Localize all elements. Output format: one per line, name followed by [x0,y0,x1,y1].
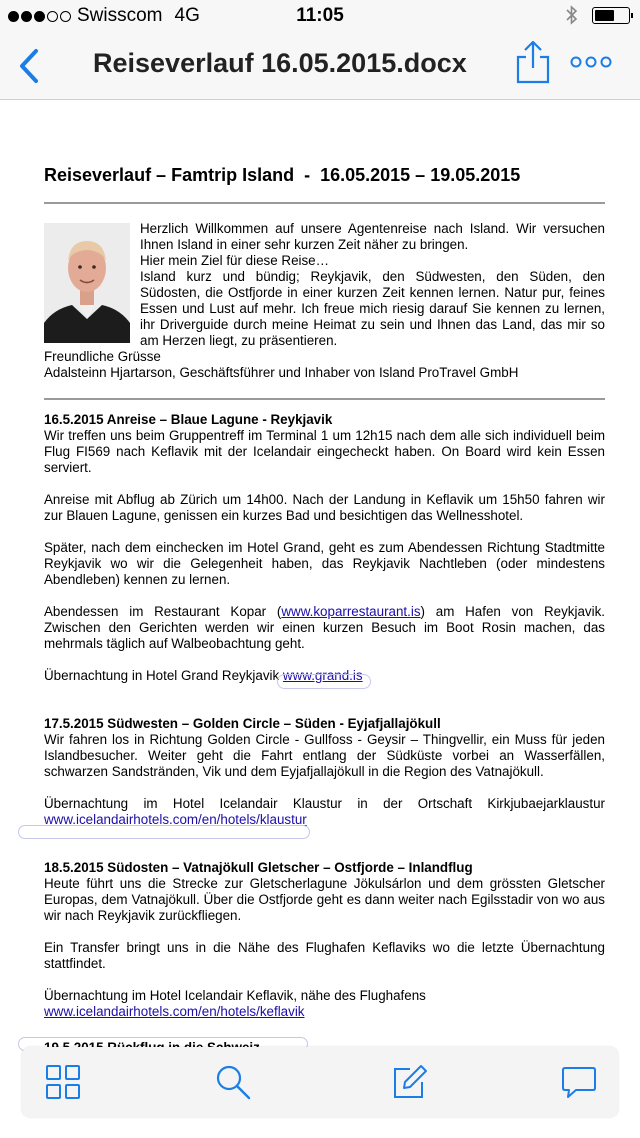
status-time: 11:05 [296,5,344,26]
day-heading: 16.5.2015 Anreise – Blaue Lagune - Reykjavik [44,412,333,427]
restaurant-link[interactable]: www.koparrestaurant.is [281,604,421,619]
text: ) am Hafen von Reykjavik. Zwischen den Gerichten werden wir einen kurzen Besuch im Boot Rosin machen, das mehrmals täglich auf Walbeobachtung geht. [44,604,605,651]
link-highlight [277,674,371,689]
text: Abendessen im Restaurant Kopar ( [44,604,282,619]
back-button[interactable] [14,48,46,84]
more-options-button[interactable] [570,52,612,72]
paragraph [44,812,605,828]
paragraph: Anreise mit Abflug ab Zürich um 14h00. Nach der Landung in Keflavik um 15h50 fahren wir zur Blauen Lagune, genissen ein kurzes Bad und besichtigen das Wellnesshotel. [44,492,605,523]
speech-bubble-icon [560,1063,598,1101]
paragraph [44,1004,605,1020]
navigation-bar [0,34,640,100]
document-heading: Reiseverlauf – Famtrip Island - 16.05.2015 – 19.05.2015 [44,165,521,185]
comment-button[interactable] [560,1063,598,1101]
greeting: Freundliche Grüsse [44,349,161,364]
carrier-name: Swisscom [77,5,163,26]
intro-paragraph-2: Hier mein Ziel für diese Reise… [140,253,330,268]
intro-paragraph-1: Herzlich Willkommen auf unsere Agentenreise nach Island. Wir versuchen Ihnen Island in einer sehr kurzen Zeit näher zu bringen. [140,221,605,252]
document-content[interactable] [44,164,605,1072]
divider [44,202,605,204]
grid-icon [44,1063,82,1101]
day-heading: 18.5.2015 Südosten – Vatnajökull Gletscher – Ostfjorde – Inlandflug [44,860,473,875]
network-type: 4G [174,5,200,26]
paragraph: Übernachtung im Hotel Icelandair Keflavik, nähe des Flughafens [44,988,426,1003]
compose-icon [390,1063,428,1101]
search-icon [214,1063,252,1101]
bottom-toolbar [22,1047,618,1117]
day-heading: 17.5.2015 Südwesten – Golden Circle – Süden - Eyjafjallajökull [44,716,441,731]
chevron-left-icon [14,48,46,84]
paragraph [44,604,605,652]
edit-button[interactable] [390,1063,428,1101]
paragraph: Übernachtung im Hotel Icelandair Klaustur in der Ortschaft Kirkjubaejarklaustur [44,796,605,811]
paragraph: Ein Transfer bringt uns in die Nähe des Flughafen Keflaviks wo die letzte Übernachtung stattfindet. [44,940,605,971]
text: Übernachtung in Hotel Grand Reykjavik [44,668,283,683]
keflavik-hotel-link[interactable]: www.icelandairhotels.com/en/hotels/keflavik [44,1004,305,1019]
klaustur-hotel-link[interactable]: www.icelandairhotels.com/en/hotels/klaustur [44,812,307,827]
link-highlight [18,825,310,839]
status-bar [0,0,640,34]
paragraph: Wir treffen uns beim Gruppentreff im Terminal 1 um 12h15 nach dem alle sich individuell beim Flug FI569 nach Keflavik mit der Icelandair eingecheckt haben. On Board wird kein Essen serviert. [44,428,605,475]
paragraph: Heute führt uns die Strecke zur Gletscherlagune Jökulsárlon und dem grössten Gletscher Europas, dem Vatnajökull. Über die Ostfjorde geht es dann weiter nach Egilsstadir von wo aus wir nach Reykjavik zurückfliegen. [44,876,605,923]
share-icon [514,40,552,84]
battery-icon [592,7,630,24]
intro-paragraph-3: Island kurz und bündig; Reykjavik, den Südwesten, den Süden, den Südosten, die Ostfjorde in einer kurzen Zeit kennen lernen. Natur pur, feines Essen und Lust auf mehr. Ich freue mich riesig darauf Sie kennen zu lernen, ihr Driverguide durch meine Heimat zu sein und Ihnen das Land, das mir so am Herzen liegt, zu präsentieren. [140,269,605,348]
share-button[interactable] [514,40,552,84]
document-title: Reiseverlauf 16.05.2015.docx [93,48,467,78]
bluetooth-icon [566,5,578,25]
hotel-grand-link[interactable]: www.grand.is [282,668,363,683]
author-portrait [44,223,130,343]
paragraph [44,668,605,684]
paragraph: Später, nach dem einchecken im Hotel Grand, geht es zum Abendessen Richtung Stadtmitte Reykjavik wo wir die Gelegenheit haben, das Reykjavik Nachtleben (oder mindestens Abendleben) kennen zu lernen. [44,540,605,587]
status-right [566,5,630,25]
paragraph: Wir fahren los in Richtung Golden Circle - Gullfoss - Geysir – Thingvellir, ein Muss für jeden Islandbesucher. Weiter geht die Fahrt entlang der Südküste vorbei an Wasserfällen, schwarzen Sandstränden, Vik und dem Eyjafjallajökull in die Region des Vatnajökull. [44,732,605,779]
ellipsis-icon [570,52,612,72]
search-button[interactable] [214,1063,252,1101]
signature: Adalsteinn Hjartarson, Geschäftsführer und Inhaber von Island ProTravel GmbH [44,365,519,380]
grid-view-button[interactable] [44,1063,82,1101]
intro-section [44,221,605,381]
